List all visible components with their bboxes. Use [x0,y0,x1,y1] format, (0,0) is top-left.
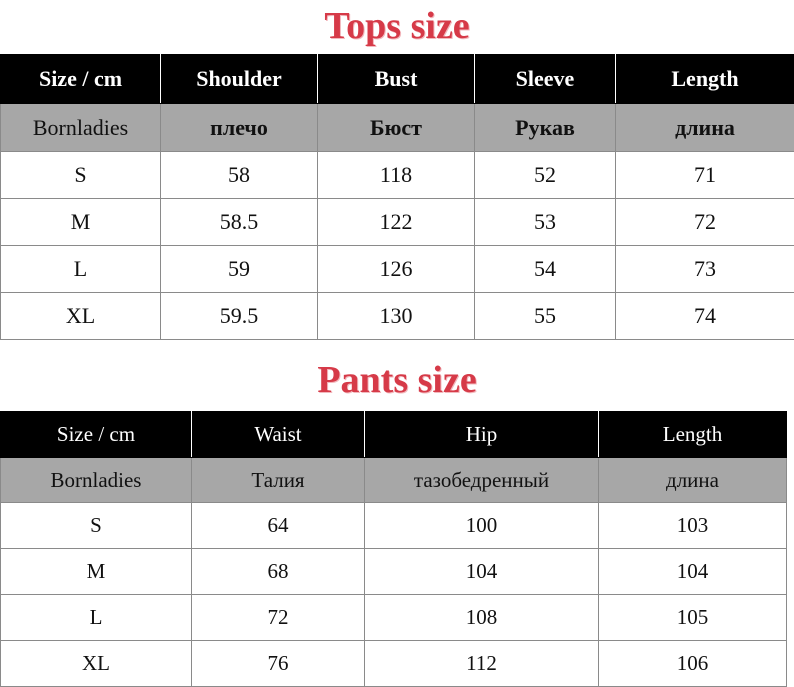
tops-size-table [0,54,794,340]
table-row [1,503,787,549]
table-cell: 130 [318,293,475,340]
table-cell: 72 [616,199,794,246]
header-cell: Bust [318,55,475,104]
subheader-cell: тазобедренный [365,458,599,503]
table-subheader-row [1,104,794,152]
table-subheader-row [1,458,787,503]
table-cell: XL [1,293,161,340]
table-row [1,549,787,595]
subheader-cell: Рукав [475,104,616,152]
table-cell: 104 [599,549,787,595]
table-cell: 74 [616,293,794,340]
subheader-cell: плечо [161,104,318,152]
table-cell: 52 [475,152,616,199]
header-cell: Length [599,412,787,458]
table-cell: 72 [192,595,365,641]
header-cell: Length [616,55,794,104]
header-cell: Size / cm [1,412,192,458]
table-cell: S [1,152,161,199]
subheader-cell: Bornladies [1,458,192,503]
table-cell: 68 [192,549,365,595]
table-cell: 53 [475,199,616,246]
table-cell: 59.5 [161,293,318,340]
header-cell: Waist [192,412,365,458]
table-cell: 58.5 [161,199,318,246]
table-cell: 106 [599,641,787,687]
header-cell: Size / cm [1,55,161,104]
table-cell: 112 [365,641,599,687]
header-cell: Hip [365,412,599,458]
table-cell: L [1,595,192,641]
table-cell: 71 [616,152,794,199]
table-cell: 59 [161,246,318,293]
table-row [1,246,794,293]
subheader-cell: длина [599,458,787,503]
table-cell: 104 [365,549,599,595]
table-row [1,641,787,687]
table-cell: 108 [365,595,599,641]
table-row [1,595,787,641]
table-cell: 122 [318,199,475,246]
table-cell: XL [1,641,192,687]
table-cell: M [1,549,192,595]
table-header-row [1,412,787,458]
table-cell: 55 [475,293,616,340]
subheader-cell: Bornladies [1,104,161,152]
header-cell: Shoulder [161,55,318,104]
subheader-cell: длина [616,104,794,152]
pants-size-title: Pants size [0,356,794,404]
table-cell: 73 [616,246,794,293]
subheader-cell: Бюст [318,104,475,152]
table-cell: L [1,246,161,293]
table-cell: 54 [475,246,616,293]
header-cell: Sleeve [475,55,616,104]
table-cell: 76 [192,641,365,687]
table-cell: 103 [599,503,787,549]
table-row [1,199,794,246]
table-row [1,152,794,199]
pants-size-table [0,411,787,687]
subheader-cell: Талия [192,458,365,503]
table-cell: 118 [318,152,475,199]
table-cell: 64 [192,503,365,549]
tops-size-title: Tops size [0,2,794,50]
table-cell: M [1,199,161,246]
table-row [1,293,794,340]
table-cell: 100 [365,503,599,549]
table-cell: 105 [599,595,787,641]
table-cell: 58 [161,152,318,199]
table-cell: S [1,503,192,549]
table-header-row [1,55,794,104]
table-cell: 126 [318,246,475,293]
